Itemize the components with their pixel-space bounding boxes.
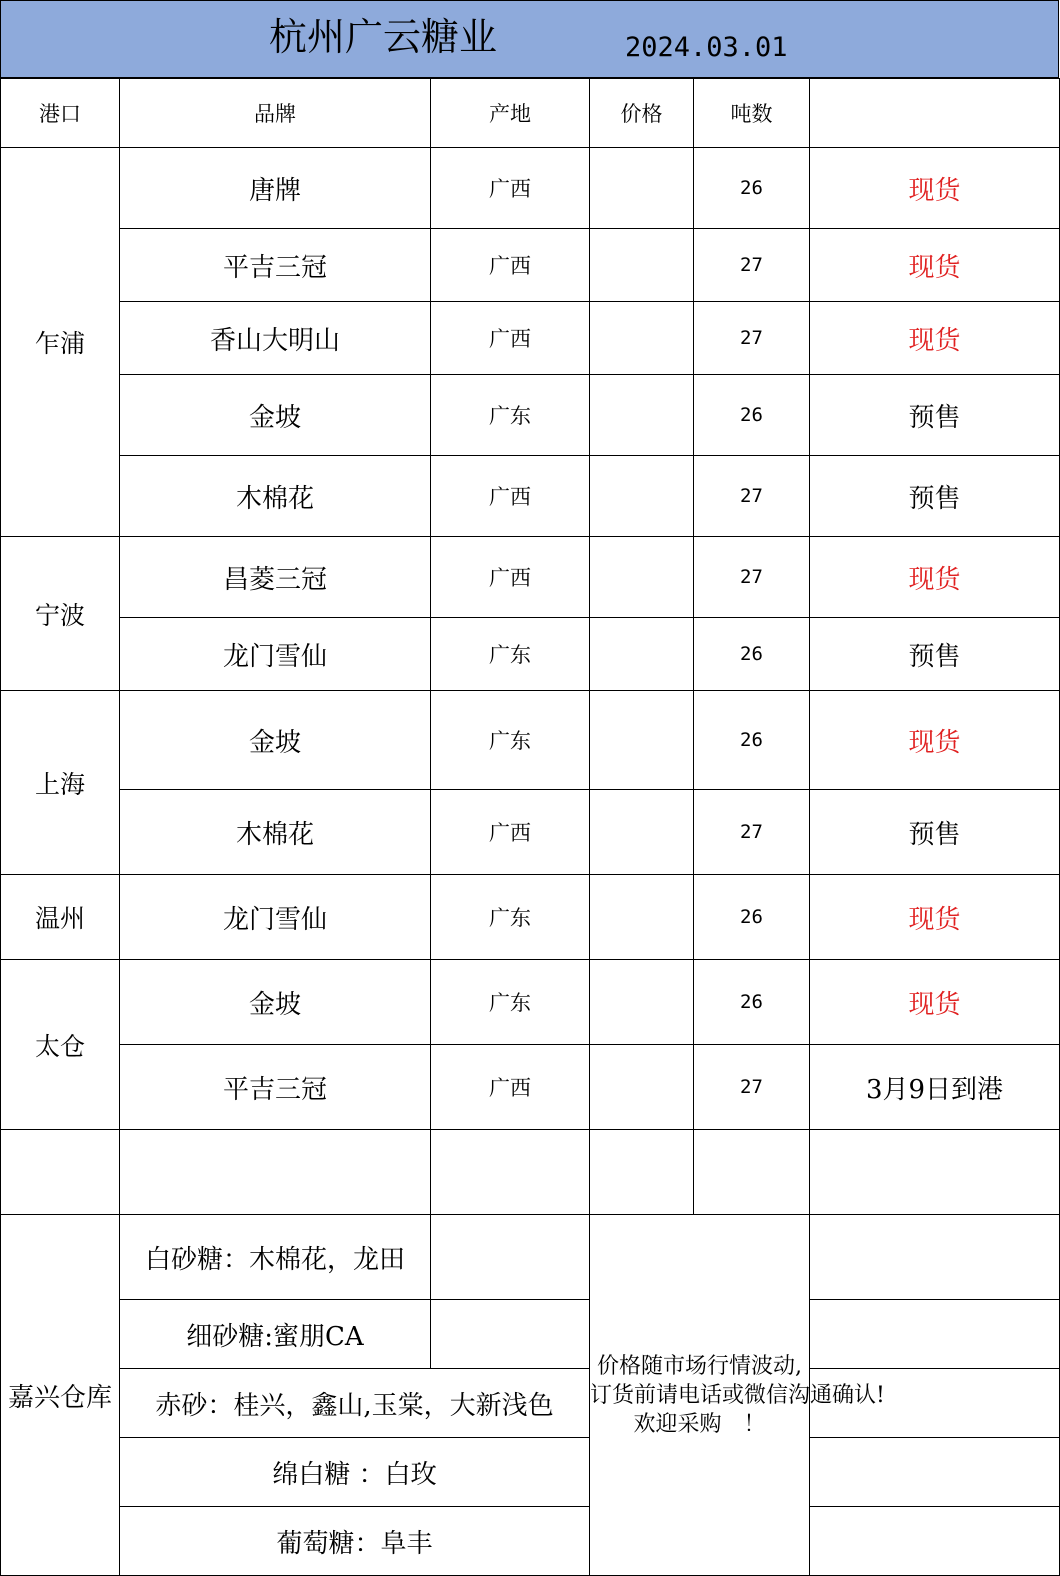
- table-row: [1, 1045, 1060, 1130]
- origin-cell: 广东: [431, 960, 590, 1045]
- table-row: [1, 229, 1060, 302]
- brand-cell: 金坡: [120, 960, 431, 1045]
- status-cell: 现货: [810, 960, 1060, 1045]
- empty-cell: [810, 1438, 1060, 1507]
- column-header-port: 港口: [1, 79, 120, 148]
- brand-cell: 龙门雪仙: [120, 875, 431, 960]
- sugar-item: 赤砂：桂兴，鑫山,玉棠，大新浅色: [120, 1369, 590, 1438]
- price-cell: [590, 456, 694, 537]
- empty-row: [1, 1130, 1060, 1215]
- sugar-item: 细砂糖:蜜朋CA: [120, 1300, 431, 1369]
- sheet-date: 2024.03.01: [625, 32, 788, 63]
- origin-cell: 广东: [431, 875, 590, 960]
- brand-cell: 香山大明山: [120, 302, 431, 375]
- tons-cell: 26: [694, 375, 810, 456]
- company-title: 杭州广云糖业: [269, 15, 498, 59]
- empty-cell: [431, 1215, 590, 1300]
- table-row: [1, 302, 1060, 375]
- status-cell: 现货: [810, 537, 1060, 618]
- status-cell: 预售: [810, 790, 1060, 875]
- table-row: [1, 618, 1060, 691]
- origin-cell: 广西: [431, 229, 590, 302]
- origin-cell: 广西: [431, 148, 590, 229]
- status-cell: 预售: [810, 456, 1060, 537]
- column-header-status: [810, 79, 1060, 148]
- warehouse-label: 嘉兴仓库: [1, 1215, 120, 1576]
- sugar-item: 绵白糖 ：白玫: [120, 1438, 590, 1507]
- empty-cell: [694, 1130, 810, 1215]
- warehouse-row: [1, 1507, 1060, 1576]
- header-row: [1, 79, 1060, 148]
- brand-cell: 木棉花: [120, 456, 431, 537]
- warehouse-row: [1, 1369, 1060, 1438]
- status-cell: 现货: [810, 691, 1060, 790]
- empty-cell: [590, 1130, 694, 1215]
- price-cell: [590, 375, 694, 456]
- note-line: 价格随市场行情波动,: [597, 1353, 802, 1379]
- table-row: [1, 691, 1060, 790]
- brand-cell: 金坡: [120, 691, 431, 790]
- origin-cell: 广西: [431, 302, 590, 375]
- tons-cell: 27: [694, 302, 810, 375]
- status-cell: 预售: [810, 618, 1060, 691]
- empty-cell: [810, 1507, 1060, 1576]
- table-row: [1, 790, 1060, 875]
- tons-cell: 26: [694, 148, 810, 229]
- tons-cell: 27: [694, 229, 810, 302]
- price-cell: [590, 691, 694, 790]
- column-header-tons: 吨数: [694, 79, 810, 148]
- sugar-item: 白砂糖：木棉花，龙田: [120, 1215, 431, 1300]
- price-cell: [590, 960, 694, 1045]
- price-note: [590, 1215, 885, 1576]
- note-line: 订货前请电话或微信沟通确认!: [590, 1382, 885, 1408]
- origin-cell: 广东: [431, 691, 590, 790]
- brand-cell: 木棉花: [120, 790, 431, 875]
- tons-cell: 27: [694, 456, 810, 537]
- brand-cell: 昌菱三冠: [120, 537, 431, 618]
- status-cell: 现货: [810, 302, 1060, 375]
- table-row: [1, 456, 1060, 537]
- empty-cell: [120, 1130, 431, 1215]
- tons-cell: 27: [694, 537, 810, 618]
- price-cell: [590, 875, 694, 960]
- sugar-item: 葡萄糖：阜丰: [120, 1507, 590, 1576]
- warehouse-row: [1, 1215, 1060, 1300]
- brand-cell: 平吉三冠: [120, 1045, 431, 1130]
- empty-cell: [810, 1130, 1060, 1215]
- note-line: 欢迎采购 ！: [633, 1411, 766, 1437]
- title-bar: [0, 0, 1059, 78]
- empty-cell: [810, 1300, 1060, 1369]
- origin-cell: 广东: [431, 618, 590, 691]
- brand-cell: 唐牌: [120, 148, 431, 229]
- tons-cell: 27: [694, 790, 810, 875]
- column-header-origin: 产地: [431, 79, 590, 148]
- origin-cell: 广西: [431, 1045, 590, 1130]
- status-cell: 现货: [810, 875, 1060, 960]
- price-cell: [590, 537, 694, 618]
- status-cell: 预售: [810, 375, 1060, 456]
- table-row: [1, 960, 1060, 1045]
- empty-cell: [1, 1130, 120, 1215]
- price-cell: [590, 302, 694, 375]
- origin-cell: 广西: [431, 537, 590, 618]
- port-cell-taicang: 太仓: [1, 960, 120, 1130]
- price-cell: [590, 618, 694, 691]
- port-cell-wenzhou: 温州: [1, 875, 120, 960]
- table-row: [1, 537, 1060, 618]
- price-cell: [590, 148, 694, 229]
- origin-cell: 广西: [431, 790, 590, 875]
- brand-cell: 金坡: [120, 375, 431, 456]
- table-row: [1, 375, 1060, 456]
- price-table: [0, 78, 1060, 1576]
- empty-cell: [810, 1215, 1060, 1300]
- origin-cell: 广西: [431, 456, 590, 537]
- price-cell: [590, 1045, 694, 1130]
- column-header-brand: 品牌: [120, 79, 431, 148]
- port-cell-shanghai: 上海: [1, 691, 120, 875]
- status-cell: 3月9日到港: [810, 1045, 1060, 1130]
- port-cell-zhapu: 乍浦: [1, 148, 120, 537]
- column-header-price: 价格: [590, 79, 694, 148]
- tons-cell: 26: [694, 691, 810, 790]
- tons-cell: 26: [694, 875, 810, 960]
- warehouse-row: [1, 1300, 1060, 1369]
- tons-cell: 26: [694, 960, 810, 1045]
- status-cell: 现货: [810, 148, 1060, 229]
- empty-cell: [431, 1130, 590, 1215]
- price-cell: [590, 229, 694, 302]
- status-cell: 现货: [810, 229, 1060, 302]
- table-row: [1, 148, 1060, 229]
- tons-cell: 27: [694, 1045, 810, 1130]
- price-cell: [590, 790, 694, 875]
- origin-cell: 广东: [431, 375, 590, 456]
- warehouse-row: [1, 1438, 1060, 1507]
- table-row: [1, 875, 1060, 960]
- brand-cell: 龙门雪仙: [120, 618, 431, 691]
- empty-cell: [431, 1300, 590, 1369]
- port-cell-ningbo: 宁波: [1, 537, 120, 691]
- tons-cell: 26: [694, 618, 810, 691]
- brand-cell: 平吉三冠: [120, 229, 431, 302]
